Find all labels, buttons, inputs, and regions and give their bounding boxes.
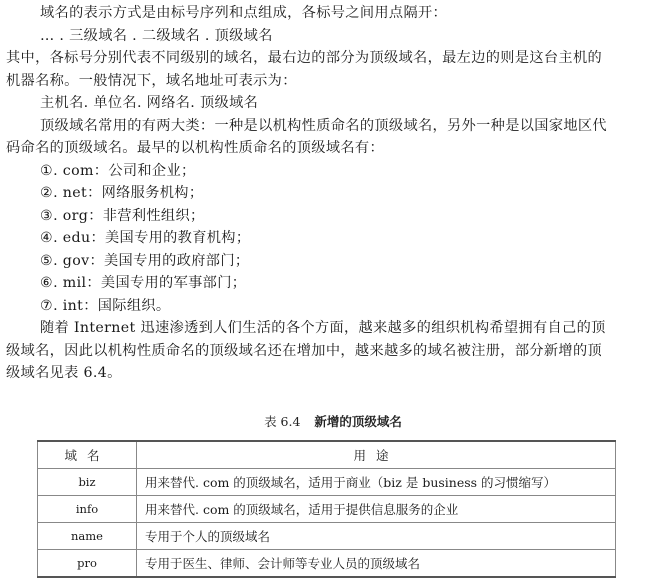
tld-list <box>6 160 648 318</box>
purpose-cell: 用来替代. com 的顶级域名，适用于商业（biz 是 business 的习惯缩写） <box>137 469 616 496</box>
domain-cell: info <box>38 496 137 523</box>
purpose-cell: 用来替代. com 的顶级域名，适用于提供信息服务的企业 <box>137 496 616 523</box>
paragraph-line: 域名的表示方式是由标号序列和点组成，各标号之间用点隔开： <box>40 5 448 21</box>
table-row <box>38 550 616 578</box>
tld-table <box>37 440 616 578</box>
table-caption-number: 表 6.4 <box>264 414 301 429</box>
paragraph-line: 码命名的顶级域名。最早的以机构性质命名的顶级域名有： <box>6 140 384 156</box>
paragraph-line: 其中，各标号分别代表不同级别的域名，最右边的部分为顶级域名，最左边的则是这台主机的 <box>6 50 603 66</box>
purpose-cell: 专用于医生、律师、会计师等专业人员的顶级域名 <box>137 550 616 578</box>
list-item: ⑤. gov：美国专用的政府部门； <box>40 252 250 269</box>
column-header-domain: 域名 <box>38 441 137 469</box>
list-item: ⑥. mil：美国专用的军事部门； <box>40 275 247 291</box>
table-row <box>38 523 616 550</box>
list-item: ②. net：网络服务机构； <box>40 185 204 201</box>
domain-cell: name <box>38 523 137 550</box>
table-caption <box>0 412 666 430</box>
address-format-example: 主机名. 单位名. 网络名. 顶级域名 <box>40 95 259 111</box>
paragraph-line: 级域名，因此以机构性质命名的顶级域名还在增加中，越来越多的域名被注册，部分新增的顶 <box>6 342 603 359</box>
list-item: ③. org：非营利性组织； <box>40 207 205 224</box>
paragraph-line: 顶级域名常用的有两大类：一种是以机构性质命名的顶级域名，另外一种是以国家地区代 <box>40 117 607 134</box>
purpose-cell: 专用于个人的顶级域名 <box>137 523 616 550</box>
list-item: ④. edu：美国专用的教育机构； <box>40 230 251 246</box>
document-body <box>6 2 648 385</box>
domain-cell: biz <box>38 469 137 496</box>
table-row <box>38 496 616 523</box>
paragraph-line: 级域名见表 6.4。 <box>6 365 122 381</box>
list-item: ①. com：公司和企业； <box>40 162 196 179</box>
table-caption-title: 新增的顶级域名 <box>314 414 402 429</box>
table-row <box>38 469 616 496</box>
paragraph-line: 随着 Internet 迅速渗透到人们生活的各个方面，越来越多的组织机构希望拥有自己的顶 <box>40 320 606 336</box>
domain-format-example: … . 三级域名 . 二级域名 . 顶级域名 <box>40 27 273 44</box>
paragraph-line: 机器名称。一般情况下，域名地址可表示为： <box>6 72 297 89</box>
list-item: ⑦. int：国际组织。 <box>40 297 171 314</box>
domain-cell: pro <box>38 550 137 578</box>
table-header-row <box>38 441 616 469</box>
column-header-purpose: 用途 <box>137 441 616 469</box>
